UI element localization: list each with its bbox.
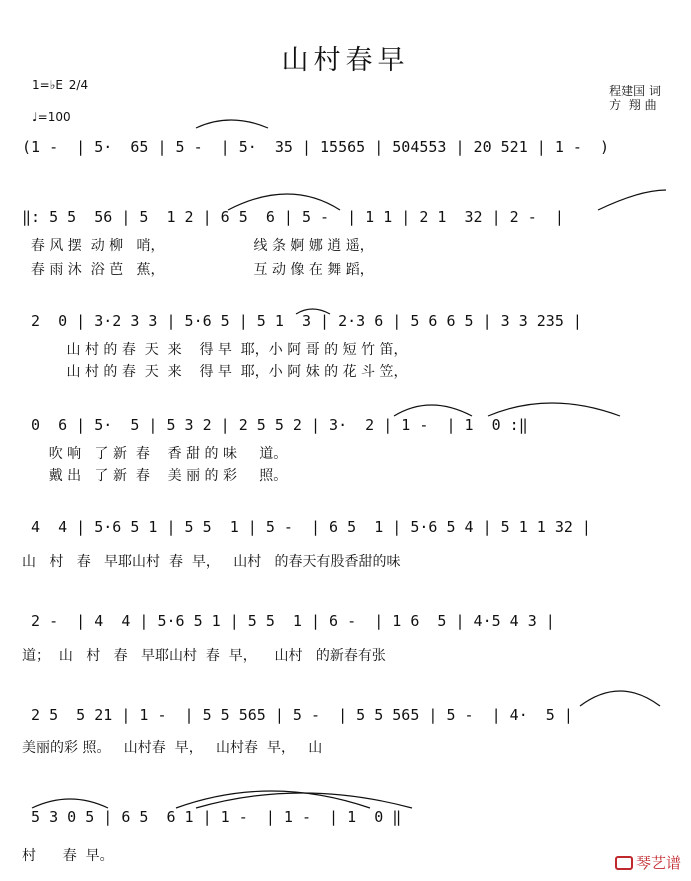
slur-arc [296,309,330,314]
slur-arc [488,403,620,416]
notation-line: 2 5 5 21 | 1 - | 5 5 565 | 5 - | 5 5 565 | 5 - | 4· 5 | [22,706,573,724]
lyric-line: 村 春 早。 [22,848,114,864]
slur-arc [598,190,666,210]
slur-arc [196,120,268,128]
lyric-verse-2: 戴 出 了 新 春 美 丽 的 彩 照。 [22,468,288,484]
notation-line: (1 - | 5· 65 | 5 - | 5· 35 | 15565 | 504553 | 20 521 | 1 - ) [22,138,609,156]
song-title: 山村春早 [281,45,410,76]
time-signature: 2/4 [68,78,89,92]
key-label: 1=♭E [32,78,63,92]
lyric-verse-1: 春 风 摆 动 柳 哨， 线 条 婀 娜 逍 遥， [22,238,374,254]
notation-line: ‖: 5 5 56 | 5 1 2 | 6 5 6 | 5 - | 1 1 | 2 1 32 | 2 - | [22,208,564,226]
notation-line: 2 - | 4 4 | 5·6 5 1 | 5 5 1 | 6 - | 1 6 5 | 4·5 4 3 | [22,612,555,630]
lyric-line: 道； 山 村 春 早耶山村 春 早， 山村 的新春有张 [22,648,386,664]
notation-line: 2 0 | 3·2 3 3 | 5·6 5 | 5 1 3 | 2·3 6 | 5 6 6 5 | 3 3 235 | [22,312,582,330]
lyric-verse-2: 山 村 的 春 天 来 得 早 耶，小 阿 妹 的 花 斗 笠， [22,364,408,380]
watermark-text: 琴艺谱 [635,854,681,872]
logo-icon [615,856,633,870]
slur-arc [196,793,412,808]
notation-line: 4 4 | 5·6 5 1 | 5 5 1 | 5 - | 6 5 1 | 5·6 5 4 | 5 1 1 32 | [22,518,591,536]
lyric-verse-1: 吹 响 了 新 春 香 甜 的 味 道。 [22,446,288,462]
notation-line: 5 3 0 5 | 6 5 6 1 | 1 - | 1 - | 1 0 ‖ [22,808,402,826]
tempo-marking: ♩=100 [32,110,71,124]
composer: 方 翔 曲 [609,98,657,112]
lyricist: 程建国 词 [609,84,661,98]
lyric-verse-2: 春 雨 沐 浴 芭 蕉， 互 动 像 在 舞 蹈， [22,262,374,278]
notation-line: 0 6 | 5· 5 | 5 3 2 | 2 5 5 2 | 3· 2 | 1 - | 1 0 :‖ [22,416,528,434]
slur-arc [32,799,108,808]
lyric-line: 山 村 春 早耶山村 春 早， 山村 的春天有股香甜的味 [22,554,401,570]
watermark-logo [615,852,681,873]
lyric-verse-1: 山 村 的 春 天 来 得 早 耶，小 阿 哥 的 短 竹 笛， [22,342,408,358]
lyric-line: 美丽的彩 照。 山村春 早， 山村春 早， 山 [22,740,323,756]
slur-arc [394,405,472,416]
slur-arc [580,691,660,706]
slur-arc [228,194,340,210]
